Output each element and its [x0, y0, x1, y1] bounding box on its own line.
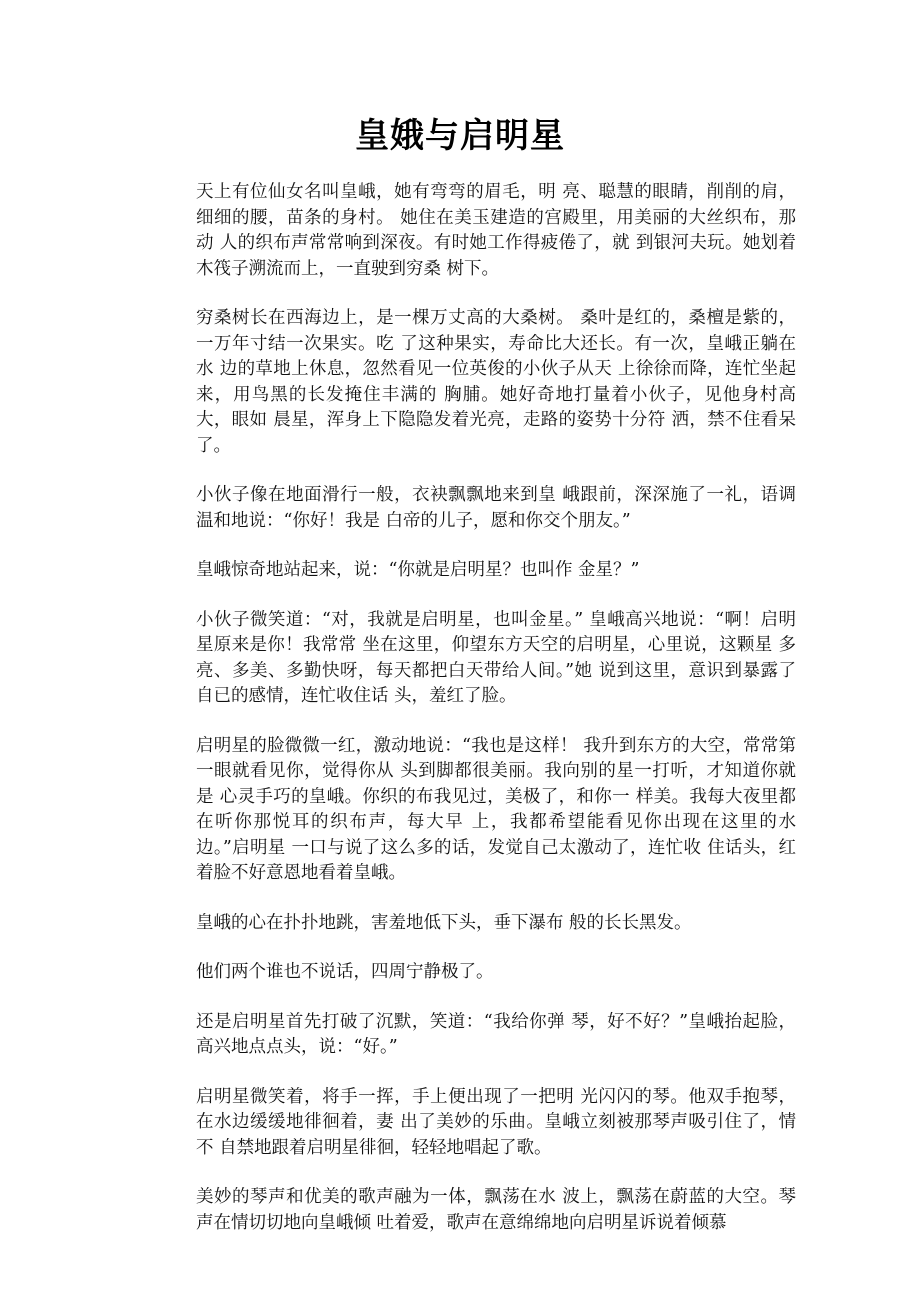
document-title: 皇娥与启明星 [355, 116, 565, 156]
paragraph: 美妙的琴声和优美的歌声融为一体，飘荡在水 波上，飘荡在蔚蓝的大空。琴声在情切切地向皇峨倾 吐着爱，歌声在意绵绵地向启明星诉说着倾慕 [196, 1187, 796, 1233]
paragraph: 还是启明星首先打破了沉默，笑道：“我给你弹 琴，好不好？”皇峨抬起脸，高兴地点点头，说：“好。” [196, 1011, 796, 1057]
paragraph: 启明星微笑着，将手一挥，手上便出现了一把明 光闪闪的琴。他双手抱琴，在水边缓缓地徘徊着，妻 出了美妙的乐曲。皇峨立刻被那琴声吸引住了，情不 自禁地跟着启明星徘徊，轻轻地唱起了歌。 [196, 1086, 796, 1158]
paragraph: 小伙子微笑道：“对，我就是启明星，也叫金星。” 皇峨高兴地说：“啊！启明星原来是你！我常常 坐在这里，仰望东方天空的启明星，心里说，这颗星 多亮、多美、多勤快呀，每天都把白天带给人间。”她 说到这里，意识到暴露了自已的感情，连忙收住话 头，羞红了脸。 [196, 609, 796, 706]
paragraph: 小伙子像在地面滑行一般，衣袂飘飘地来到皇 峨跟前，深深施了一礼，语调温和地说：“你好！我是 白帝的儿子，愿和你交个朋友。” [196, 485, 796, 531]
document-body [196, 180, 796, 1260]
paragraph: 皇峨惊奇地站起来，说：“你就是启明星？也叫作 金星？” [196, 560, 640, 580]
paragraph: 穷桑树长在西海边上，是一棵万丈高的大桑树。 桑叶是红的，桑檀是紫的，一万年寸结一次果实。吃 了这种果实，寿命比大还长。有一次，皇峨正躺在水 边的草地上休息，忽然看见一位英俊的小伙子从天 上徐徐而降，连忙坐起来，用鸟黑的长发掩住丰满的 胸脯。她好奇地打量着小伙子，见他身村高大，眼如 晨星，浑身上下隐隐发着光亮，走路的姿势十分符 洒，禁不住看呆了。 [196, 308, 796, 456]
paragraph: 他们两个谁也不说话，四周宁静极了。 [196, 962, 494, 982]
paragraph: 启明星的脸微微一红，激动地说：“我也是这样！ 我升到东方的大空，常常第一眼就看见你，觉得你从 头到脚都很美丽。我向别的星一打听，才知道你就是 心灵手巧的皇峨。你织的布我见过，美极了，和你一 样美。我每大夜里都在听你那悦耳的织布声，每大早 上，我都希望能看见你出现在这里的水边。”启明星 一口与说了这么多的话，发觉自己太激动了，连忙收 住话头，红着脸不好意恩地看着皇峨。 [196, 735, 796, 883]
paragraph: 天上有位仙女名叫皇峨，她有弯弯的眉毛，明 亮、聪慧的眼睛，削削的肩，细细的腰，苗条的身村。 她住在美玉建造的宫殿里，用美丽的大丝织布，那动 人的织布声常常响到深夜。有时她工作得疲倦了，就 到银河夫玩。她划着木筏子溯流而上，一直驶到穷桑 树下。 [196, 182, 796, 279]
paragraph: 皇峨的心在扑扑地跳，害羞地低下头，垂下瀑布 般的长长黑发。 [196, 912, 692, 933]
